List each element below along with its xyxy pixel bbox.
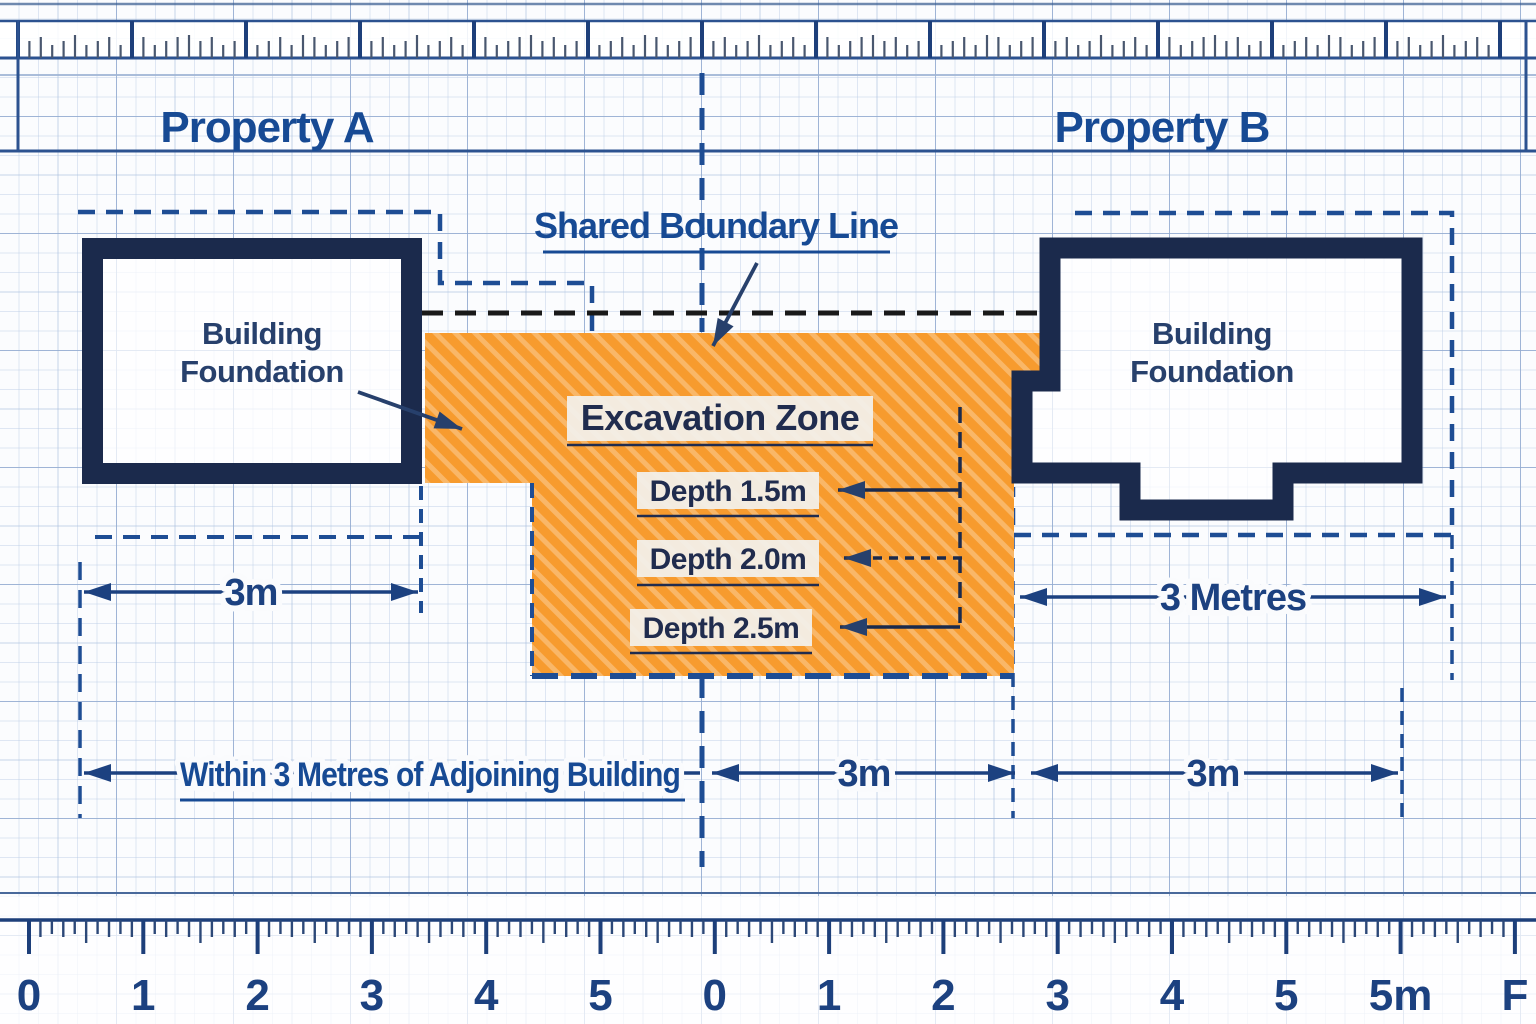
depth2-label: Depth 2.0m	[649, 543, 807, 576]
right-setback-label: 3 Metres	[1159, 577, 1307, 619]
right-foundation-label-line2: Foundation	[1130, 354, 1294, 389]
bottom-ruler-number: 4	[1159, 971, 1185, 1020]
bottom-ruler-bg	[0, 896, 1536, 1024]
bottom-ruler-number: 5m	[1368, 971, 1433, 1020]
right-foundation-label-line1: Building	[1152, 316, 1272, 351]
bottom-ruler-number: 5	[1274, 971, 1299, 1020]
bottom-ruler-number: F	[1501, 971, 1529, 1020]
bottom-ruler-number: 2	[931, 971, 956, 1020]
top-ruler	[0, 4, 1536, 58]
excavation-label: Excavation Zone	[580, 397, 860, 438]
bottom-ruler-number: 2	[245, 971, 270, 1020]
bottom-left-dimension-label: 3m	[837, 753, 891, 795]
bottom-ruler	[0, 893, 1536, 1024]
bottom-note-label: Within 3 Metres of Adjoining Building	[180, 756, 680, 794]
left-building-foundation	[93, 249, 463, 474]
boundary-annotation	[534, 205, 898, 346]
right-building-foundation	[1022, 248, 1412, 510]
boundary-label: Shared Boundary Line	[533, 205, 899, 246]
depth1-label: Depth 1.5m	[649, 475, 807, 508]
property-a-label: Property A	[160, 103, 374, 152]
bottom-ruler-number: 1	[816, 971, 842, 1020]
left-setback-label: 3m	[224, 572, 278, 614]
bottom-ruler-number: 0	[16, 971, 42, 1020]
left-foundation-label-line1: Building	[202, 316, 322, 351]
depth3-label: Depth 2.5m	[642, 612, 800, 645]
bottom-ruler-number: 4	[473, 971, 499, 1020]
bottom-ruler-number: 3	[359, 971, 385, 1020]
left-foundation-label-line2: Foundation	[180, 354, 344, 389]
bottom-right-dimension-label: 3m	[1186, 753, 1240, 795]
bottom-ruler-number: 0	[702, 971, 728, 1020]
property-b-label: Property B	[1054, 103, 1270, 152]
bottom-ruler-number: 1	[131, 971, 156, 1020]
bottom-ruler-number: 5	[588, 971, 613, 1020]
bottom-ruler-number: 3	[1045, 971, 1070, 1020]
